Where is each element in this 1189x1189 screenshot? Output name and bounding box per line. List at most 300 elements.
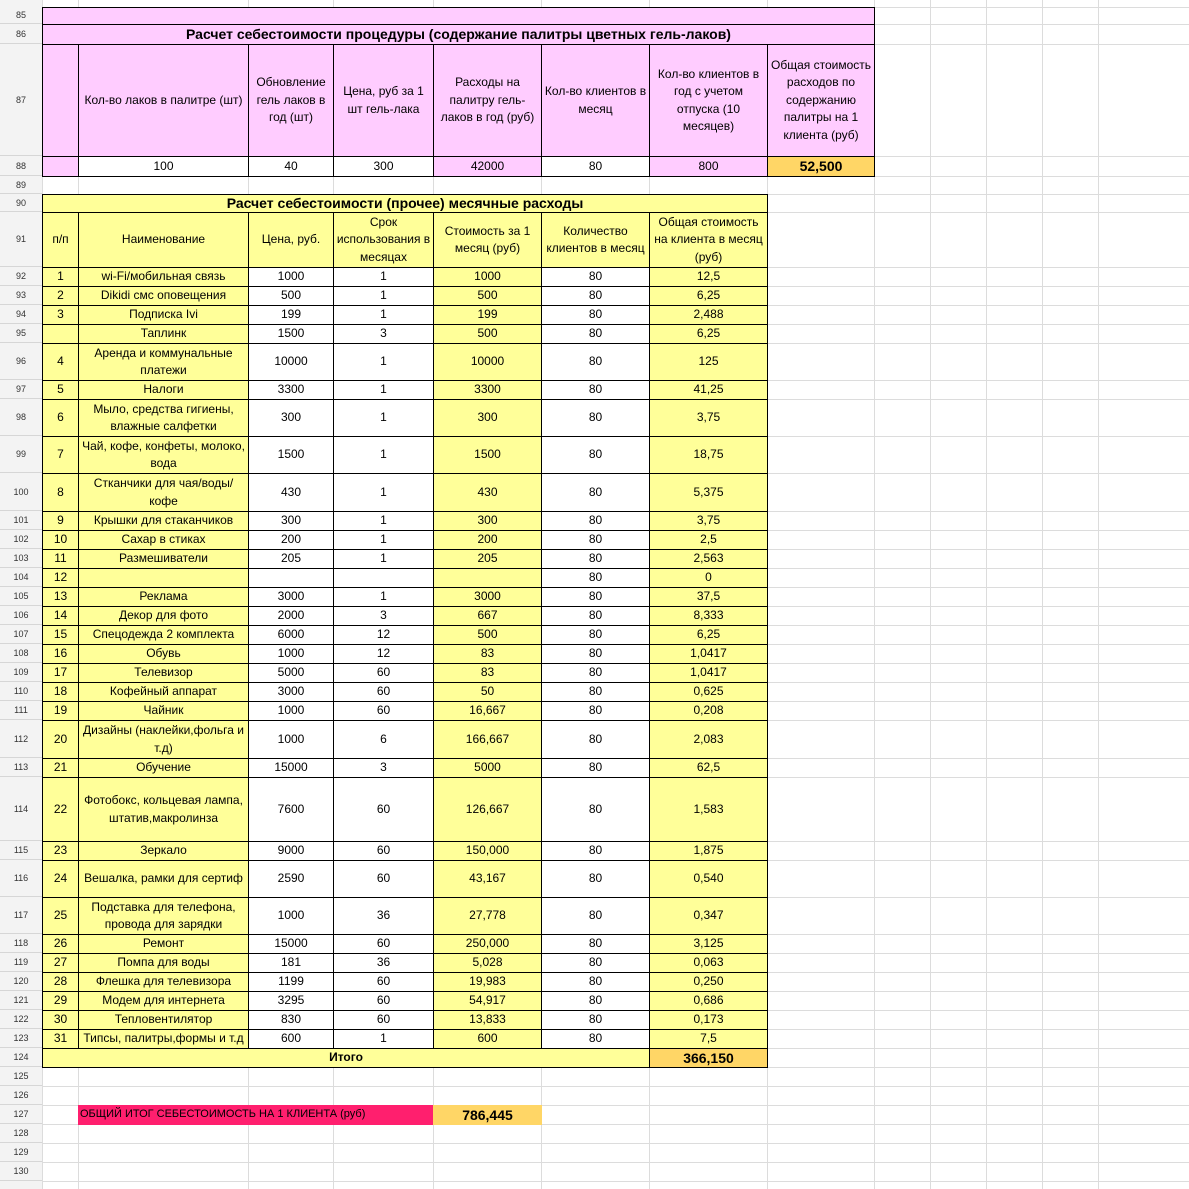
item-name[interactable]: Мыло, средства гигиены, влажные салфетки [78, 399, 249, 437]
monthly-header[interactable]: Цена, руб. [248, 212, 334, 268]
table-cell[interactable]: 26 [42, 934, 79, 954]
row-number[interactable]: 86 [0, 24, 42, 44]
table-cell[interactable]: 6 [42, 399, 79, 437]
table-cell[interactable]: 199 [248, 305, 334, 325]
table-cell[interactable]: 3 [333, 324, 434, 344]
table-cell[interactable]: 60 [333, 860, 434, 898]
row-number[interactable]: 124 [0, 1048, 42, 1067]
table-cell[interactable] [248, 568, 334, 588]
monthly-header[interactable]: Стоимость за 1 месяц (руб) [433, 212, 542, 268]
palette-header[interactable]: Кол-во клиентов в год с учетом отпуска (10 месяцев) [649, 44, 768, 157]
table-cell[interactable]: 600 [433, 1029, 542, 1049]
table-cell[interactable]: 80 [541, 663, 650, 683]
row-number[interactable]: 113 [0, 758, 42, 777]
table-cell[interactable]: 0,540 [649, 860, 768, 898]
table-cell[interactable]: 1 [333, 511, 434, 531]
table-cell[interactable]: 10000 [248, 343, 334, 381]
table-cell[interactable]: 2,563 [649, 549, 768, 569]
monthly-total-label[interactable]: Итого [42, 1048, 650, 1068]
table-cell[interactable]: 500 [433, 625, 542, 645]
monthly-header[interactable]: Количество клиентов в месяц [541, 212, 650, 268]
table-cell[interactable] [42, 324, 79, 344]
row-number[interactable]: 103 [0, 549, 42, 568]
palette-value[interactable]: 800 [649, 156, 768, 177]
item-name[interactable]: Телевизор [78, 663, 249, 683]
table-cell[interactable]: 3,75 [649, 511, 768, 531]
table-cell[interactable]: 1 [333, 286, 434, 306]
table-cell[interactable]: 200 [248, 530, 334, 550]
table-cell[interactable]: 125 [649, 343, 768, 381]
row-number[interactable]: 117 [0, 897, 42, 934]
table-cell[interactable]: 15000 [248, 934, 334, 954]
table-cell[interactable]: 8 [42, 473, 79, 512]
item-name[interactable]: Флешка для телевизора [78, 972, 249, 992]
table-cell[interactable]: 2 [42, 286, 79, 306]
item-name[interactable]: Ремонт [78, 934, 249, 954]
palette-value[interactable]: 100 [78, 156, 249, 177]
table-cell[interactable]: 80 [541, 758, 650, 778]
item-name[interactable]: Вешалка, рамки для сертиф [78, 860, 249, 898]
row-number[interactable]: 110 [0, 682, 42, 701]
table-cell[interactable]: 41,25 [649, 380, 768, 400]
row-number[interactable]: 91 [0, 212, 42, 267]
table-cell[interactable]: 830 [248, 1010, 334, 1030]
table-cell[interactable]: 80 [541, 841, 650, 861]
item-name[interactable]: Фотобокс, кольцевая лампа, штатив,макролинза [78, 777, 249, 842]
table-cell[interactable]: 500 [433, 286, 542, 306]
table-cell[interactable]: 80 [541, 777, 650, 842]
grand-total-label[interactable]: ОБЩИЙ ИТОГ СЕБЕСТОИМОСТЬ НА 1 КЛИЕНТА (руб) [78, 1105, 434, 1125]
table-cell[interactable]: 25 [42, 897, 79, 935]
item-name[interactable]: Модем для интернета [78, 991, 249, 1011]
table-cell[interactable]: 1000 [248, 720, 334, 759]
table-cell[interactable]: 80 [541, 286, 650, 306]
table-cell[interactable]: 60 [333, 972, 434, 992]
table-cell[interactable]: 1500 [433, 436, 542, 474]
table-cell[interactable]: 126,667 [433, 777, 542, 842]
row-number[interactable]: 121 [0, 991, 42, 1010]
table-cell[interactable]: 80 [541, 436, 650, 474]
table-cell[interactable]: 37,5 [649, 587, 768, 607]
table-cell[interactable]: 80 [541, 625, 650, 645]
row-number[interactable]: 96 [0, 343, 42, 380]
table-cell[interactable]: 6 [333, 720, 434, 759]
table-cell[interactable]: 27 [42, 953, 79, 973]
table-cell[interactable]: 80 [541, 473, 650, 512]
table-cell[interactable]: 27,778 [433, 897, 542, 935]
table-cell[interactable]: 1 [333, 380, 434, 400]
row-number[interactable]: 90 [0, 194, 42, 212]
table-cell[interactable]: 12 [333, 625, 434, 645]
table-cell[interactable]: 80 [541, 324, 650, 344]
row-number[interactable]: 85 [0, 7, 42, 24]
table-cell[interactable]: 18 [42, 682, 79, 702]
table-cell[interactable]: 3 [333, 606, 434, 626]
table-cell[interactable]: 181 [248, 953, 334, 973]
table-cell[interactable]: 6,25 [649, 324, 768, 344]
table-cell[interactable]: 7600 [248, 777, 334, 842]
monthly-header[interactable]: Срок использования в месяцах [333, 212, 434, 268]
table-cell[interactable]: 3 [333, 758, 434, 778]
table-cell[interactable]: 205 [433, 549, 542, 569]
palette-header[interactable]: Цена, руб за 1 шт гель-лака [333, 44, 434, 157]
table-cell[interactable]: 1000 [248, 701, 334, 721]
table-cell[interactable]: 62,5 [649, 758, 768, 778]
row-number[interactable]: 119 [0, 953, 42, 972]
table-cell[interactable]: 17 [42, 663, 79, 683]
table-cell[interactable]: 16,667 [433, 701, 542, 721]
table-cell[interactable]: 199 [433, 305, 542, 325]
table-cell[interactable]: 80 [541, 720, 650, 759]
table-cell[interactable]: 300 [433, 511, 542, 531]
table-cell[interactable]: 300 [433, 399, 542, 437]
table-cell[interactable]: 1 [333, 549, 434, 569]
table-cell[interactable]: 15000 [248, 758, 334, 778]
row-number[interactable]: 100 [0, 473, 42, 511]
row-number[interactable]: 89 [0, 176, 42, 194]
palette-total-per-client[interactable]: 52,500 [767, 156, 875, 177]
table-cell[interactable]: 5,375 [649, 473, 768, 512]
table-cell[interactable]: 60 [333, 682, 434, 702]
row-number[interactable]: 97 [0, 380, 42, 399]
item-name[interactable]: Таплинк [78, 324, 249, 344]
grand-total-value[interactable]: 786,445 [433, 1105, 542, 1125]
table-cell[interactable]: 600 [248, 1029, 334, 1049]
row-number[interactable]: 105 [0, 587, 42, 606]
table-cell[interactable]: 60 [333, 777, 434, 842]
table-cell[interactable]: 3000 [433, 587, 542, 607]
item-name[interactable]: Сахар в стиках [78, 530, 249, 550]
item-name[interactable]: Чайник [78, 701, 249, 721]
row-number[interactable]: 107 [0, 625, 42, 644]
table-cell[interactable]: 60 [333, 841, 434, 861]
palette-value-blank[interactable] [42, 156, 79, 177]
table-cell[interactable]: 83 [433, 663, 542, 683]
table-cell[interactable]: 21 [42, 758, 79, 778]
table-cell[interactable]: 19 [42, 701, 79, 721]
table-cell[interactable]: 9000 [248, 841, 334, 861]
palette-title[interactable]: Расчет себестоимости процедуры (содержание палитры цветных гель-лаков) [42, 24, 875, 45]
table-cell[interactable]: 1000 [433, 267, 542, 287]
table-cell[interactable]: 80 [541, 972, 650, 992]
palette-value[interactable]: 300 [333, 156, 434, 177]
table-cell[interactable]: 3,75 [649, 399, 768, 437]
item-name[interactable]: Налоги [78, 380, 249, 400]
row-number[interactable]: 120 [0, 972, 42, 991]
table-cell[interactable] [333, 568, 434, 588]
row-number[interactable]: 106 [0, 606, 42, 625]
item-name[interactable]: Стканчики для чая/воды/ кофе [78, 473, 249, 512]
table-cell[interactable]: 1000 [248, 267, 334, 287]
table-cell[interactable]: 1,875 [649, 841, 768, 861]
row-number[interactable]: 109 [0, 663, 42, 682]
table-cell[interactable]: 5000 [433, 758, 542, 778]
monthly-header[interactable]: Общая стоимость на клиента в месяц (руб) [649, 212, 768, 268]
item-name[interactable]: Реклама [78, 587, 249, 607]
table-cell[interactable]: 1,0417 [649, 663, 768, 683]
table-cell[interactable]: 6,25 [649, 286, 768, 306]
row-number[interactable]: 118 [0, 934, 42, 953]
item-name[interactable]: Обувь [78, 644, 249, 664]
table-cell[interactable]: 1 [333, 305, 434, 325]
table-cell[interactable]: 205 [248, 549, 334, 569]
item-name[interactable]: Декор для фото [78, 606, 249, 626]
palette-value[interactable]: 80 [541, 156, 650, 177]
table-cell[interactable]: 3000 [248, 682, 334, 702]
row-number[interactable]: 99 [0, 436, 42, 473]
table-cell[interactable]: 13,833 [433, 1010, 542, 1030]
row-number[interactable]: 112 [0, 720, 42, 758]
table-cell[interactable]: 80 [541, 682, 650, 702]
table-cell[interactable]: 19,983 [433, 972, 542, 992]
table-cell[interactable]: 80 [541, 305, 650, 325]
item-name[interactable]: Размешиватели [78, 549, 249, 569]
table-cell[interactable]: 31 [42, 1029, 79, 1049]
row-number[interactable]: 114 [0, 777, 42, 841]
row-number[interactable]: 92 [0, 267, 42, 286]
table-cell[interactable]: 3295 [248, 991, 334, 1011]
table-cell[interactable]: 80 [541, 644, 650, 664]
table-cell[interactable]: 1 [333, 343, 434, 381]
item-name[interactable]: Типсы, палитры,формы и т.д [78, 1029, 249, 1049]
row-number[interactable]: 95 [0, 324, 42, 343]
table-cell[interactable]: 14 [42, 606, 79, 626]
table-cell[interactable]: 12,5 [649, 267, 768, 287]
palette-header[interactable]: Кол-во лаков в палитре (шт) [78, 44, 249, 157]
table-cell[interactable]: 3300 [248, 380, 334, 400]
table-cell[interactable]: 80 [541, 511, 650, 531]
table-cell[interactable]: 60 [333, 934, 434, 954]
table-cell[interactable]: 80 [541, 1010, 650, 1030]
table-cell[interactable]: 1,0417 [649, 644, 768, 664]
item-name[interactable]: Помпа для воды [78, 953, 249, 973]
row-number[interactable]: 101 [0, 511, 42, 530]
table-cell[interactable]: 7 [42, 436, 79, 474]
table-cell[interactable]: 500 [433, 324, 542, 344]
table-cell[interactable]: 3000 [248, 587, 334, 607]
item-name[interactable]: Аренда и коммунальные платежи [78, 343, 249, 381]
table-cell[interactable]: 1 [333, 530, 434, 550]
table-cell[interactable]: 2,488 [649, 305, 768, 325]
table-cell[interactable]: 0,063 [649, 953, 768, 973]
item-name[interactable]: Подписка Ivi [78, 305, 249, 325]
row-number[interactable]: 111 [0, 701, 42, 720]
table-cell[interactable]: 5,028 [433, 953, 542, 973]
table-cell[interactable]: 5000 [248, 663, 334, 683]
item-name[interactable]: Чай, кофе, конфеты, молоко, вода [78, 436, 249, 474]
row-number[interactable]: 94 [0, 305, 42, 324]
table-cell[interactable]: 1 [333, 473, 434, 512]
table-cell[interactable]: 80 [541, 953, 650, 973]
table-cell[interactable]: 36 [333, 897, 434, 935]
table-cell[interactable]: 60 [333, 701, 434, 721]
table-cell[interactable]: 1,583 [649, 777, 768, 842]
row-number[interactable]: 126 [0, 1086, 42, 1105]
row-number[interactable]: 102 [0, 530, 42, 549]
table-cell[interactable]: 60 [333, 991, 434, 1011]
table-cell[interactable]: 80 [541, 934, 650, 954]
table-cell[interactable]: 30 [42, 1010, 79, 1030]
table-cell[interactable]: 2,5 [649, 530, 768, 550]
table-cell[interactable] [433, 568, 542, 588]
table-cell[interactable]: 80 [541, 587, 650, 607]
table-cell[interactable]: 80 [541, 860, 650, 898]
item-name[interactable]: Спецодежда 2 комплекта [78, 625, 249, 645]
table-cell[interactable]: 20 [42, 720, 79, 759]
table-cell[interactable]: 300 [248, 399, 334, 437]
item-name[interactable]: Тепловентилятор [78, 1010, 249, 1030]
item-name[interactable]: Зеркало [78, 841, 249, 861]
table-cell[interactable]: 250,000 [433, 934, 542, 954]
table-cell[interactable]: 166,667 [433, 720, 542, 759]
table-cell[interactable]: 0,250 [649, 972, 768, 992]
table-cell[interactable]: 0,173 [649, 1010, 768, 1030]
table-cell[interactable]: 36 [333, 953, 434, 973]
palette-header[interactable]: Обновление гель лаков в год (шт) [248, 44, 334, 157]
table-cell[interactable]: 9 [42, 511, 79, 531]
row-number[interactable]: 130 [0, 1162, 42, 1181]
table-cell[interactable]: 15 [42, 625, 79, 645]
table-cell[interactable]: 3 [42, 305, 79, 325]
table-cell[interactable]: 200 [433, 530, 542, 550]
table-cell[interactable]: 2590 [248, 860, 334, 898]
row-number[interactable]: 116 [0, 860, 42, 897]
row-number[interactable]: 128 [0, 1124, 42, 1143]
item-name[interactable]: wi-Fi/мобильная связь [78, 267, 249, 287]
table-cell[interactable]: 16 [42, 644, 79, 664]
table-cell[interactable]: 80 [541, 991, 650, 1011]
table-cell[interactable]: 1000 [248, 897, 334, 935]
table-cell[interactable]: 1 [333, 399, 434, 437]
row-number[interactable]: 88 [0, 156, 42, 176]
row-number[interactable]: 125 [0, 1067, 42, 1086]
table-cell[interactable]: 6000 [248, 625, 334, 645]
table-cell[interactable]: 1 [333, 1029, 434, 1049]
row-number[interactable]: 129 [0, 1143, 42, 1162]
palette-value[interactable]: 42000 [433, 156, 542, 177]
table-cell[interactable]: 60 [333, 1010, 434, 1030]
table-cell[interactable]: 300 [248, 511, 334, 531]
row-number[interactable]: 98 [0, 399, 42, 436]
row-number[interactable]: 108 [0, 644, 42, 663]
row-number[interactable]: 104 [0, 568, 42, 587]
table-cell[interactable]: 430 [433, 473, 542, 512]
table-cell[interactable]: 0,208 [649, 701, 768, 721]
table-cell[interactable]: 80 [541, 267, 650, 287]
row-number[interactable]: 127 [0, 1105, 42, 1124]
table-cell[interactable]: 23 [42, 841, 79, 861]
palette-header[interactable]: Расходы на палитру гель-лаков в год (руб) [433, 44, 542, 157]
item-name[interactable] [78, 568, 249, 588]
table-cell[interactable]: 500 [248, 286, 334, 306]
monthly-total-value[interactable]: 366,150 [649, 1048, 768, 1068]
table-cell[interactable]: 1 [333, 267, 434, 287]
table-cell[interactable]: 3300 [433, 380, 542, 400]
table-cell[interactable]: 10000 [433, 343, 542, 381]
table-cell[interactable]: 1 [42, 267, 79, 287]
table-cell[interactable]: 80 [541, 701, 650, 721]
table-cell[interactable]: 80 [541, 897, 650, 935]
table-cell[interactable]: 22 [42, 777, 79, 842]
table-cell[interactable]: 5 [42, 380, 79, 400]
table-cell[interactable]: 80 [541, 399, 650, 437]
table-cell[interactable]: 0,686 [649, 991, 768, 1011]
table-cell[interactable]: 43,167 [433, 860, 542, 898]
monthly-header[interactable]: п/п [42, 212, 79, 268]
table-cell[interactable]: 83 [433, 644, 542, 664]
table-cell[interactable]: 80 [541, 568, 650, 588]
palette-value[interactable]: 40 [248, 156, 334, 177]
row-number[interactable]: 123 [0, 1029, 42, 1048]
item-name[interactable]: Кофейный аппарат [78, 682, 249, 702]
table-cell[interactable]: 80 [541, 530, 650, 550]
table-cell[interactable]: 0,625 [649, 682, 768, 702]
row-number[interactable]: 87 [0, 44, 42, 156]
palette-header-blank[interactable] [42, 44, 79, 157]
table-cell[interactable]: 24 [42, 860, 79, 898]
table-cell[interactable]: 28 [42, 972, 79, 992]
table-cell[interactable]: 60 [333, 663, 434, 683]
item-name[interactable]: Обучение [78, 758, 249, 778]
table-cell[interactable]: 7,5 [649, 1029, 768, 1049]
table-cell[interactable]: 50 [433, 682, 542, 702]
table-cell[interactable]: 6,25 [649, 625, 768, 645]
table-cell[interactable]: 4 [42, 343, 79, 381]
table-cell[interactable]: 0 [649, 568, 768, 588]
table-cell[interactable]: 29 [42, 991, 79, 1011]
table-cell[interactable]: 13 [42, 587, 79, 607]
table-cell[interactable]: 54,917 [433, 991, 542, 1011]
table-cell[interactable]: 430 [248, 473, 334, 512]
table-cell[interactable]: 2,083 [649, 720, 768, 759]
table-cell[interactable]: 8,333 [649, 606, 768, 626]
table-cell[interactable]: 80 [541, 1029, 650, 1049]
item-name[interactable]: Дизайны (наклейки,фольга и т.д) [78, 720, 249, 759]
table-cell[interactable]: 18,75 [649, 436, 768, 474]
table-cell[interactable]: 1000 [248, 644, 334, 664]
item-name[interactable]: Подставка для телефона, провода для зарядки [78, 897, 249, 935]
table-cell[interactable]: 12 [42, 568, 79, 588]
palette-title-spacer[interactable] [42, 7, 875, 25]
table-cell[interactable]: 1500 [248, 324, 334, 344]
palette-header[interactable]: Кол-во клиентов в месяц [541, 44, 650, 157]
item-name[interactable]: Крышки для стаканчиков [78, 511, 249, 531]
table-cell[interactable]: 3,125 [649, 934, 768, 954]
table-cell[interactable]: 2000 [248, 606, 334, 626]
table-cell[interactable]: 12 [333, 644, 434, 664]
row-number[interactable]: 115 [0, 841, 42, 860]
table-cell[interactable]: 150,000 [433, 841, 542, 861]
table-cell[interactable]: 667 [433, 606, 542, 626]
table-cell[interactable]: 10 [42, 530, 79, 550]
monthly-title[interactable]: Расчет себестоимости (прочее) месячные расходы [42, 194, 768, 213]
table-cell[interactable]: 80 [541, 343, 650, 381]
table-cell[interactable]: 1199 [248, 972, 334, 992]
table-cell[interactable]: 1500 [248, 436, 334, 474]
item-name[interactable]: Dikidi смс оповещения [78, 286, 249, 306]
monthly-header[interactable]: Наименование [78, 212, 249, 268]
table-cell[interactable]: 1 [333, 436, 434, 474]
table-cell[interactable]: 80 [541, 380, 650, 400]
table-cell[interactable]: 80 [541, 549, 650, 569]
table-cell[interactable]: 1 [333, 587, 434, 607]
palette-header[interactable]: Общая стоимость расходов по содержанию палитры на 1 клиента (руб) [767, 44, 875, 157]
table-cell[interactable]: 80 [541, 606, 650, 626]
table-cell[interactable]: 0,347 [649, 897, 768, 935]
row-number[interactable]: 122 [0, 1010, 42, 1029]
row-number[interactable]: 93 [0, 286, 42, 305]
table-cell[interactable]: 11 [42, 549, 79, 569]
